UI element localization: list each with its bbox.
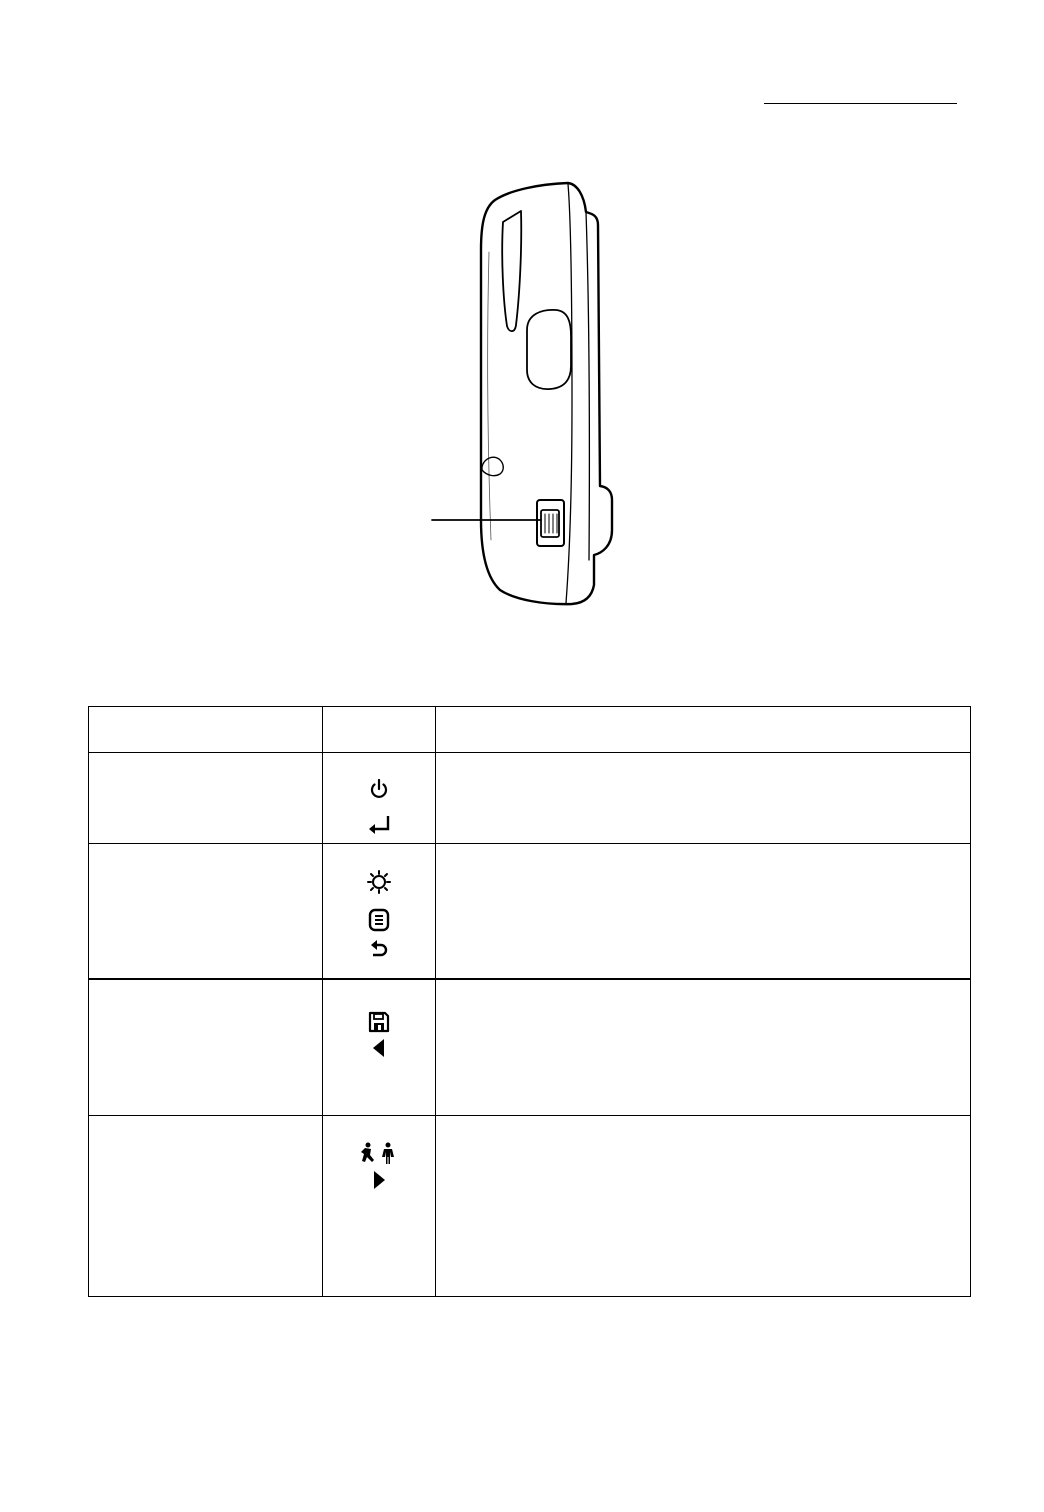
- header-rule: [764, 103, 957, 104]
- right-arrow-icon: [367, 1168, 391, 1192]
- device-button-oval: [527, 310, 571, 389]
- enter-icon: [367, 813, 391, 837]
- button-name-cell: [89, 753, 323, 844]
- device-slot: [502, 211, 521, 331]
- back-icon: [367, 936, 391, 960]
- left-arrow-icon: [367, 1036, 391, 1060]
- brightness-icon: [367, 870, 391, 894]
- button-name-cell: [89, 1116, 323, 1297]
- table-row: [89, 753, 971, 844]
- description-cell: [436, 979, 971, 1116]
- description-cell: [436, 1116, 971, 1297]
- table-row: [89, 979, 971, 1116]
- column-header: [89, 707, 323, 753]
- device-side-view: [420, 175, 630, 615]
- menu-icon: [367, 908, 391, 932]
- table-row: [89, 1116, 971, 1297]
- icon-cell: [323, 753, 436, 844]
- device-nub: [482, 457, 503, 475]
- icon-cell: [323, 844, 436, 980]
- device-inner-line: [488, 252, 491, 540]
- description-cell: [436, 844, 971, 980]
- device-rear-shell: [586, 212, 589, 560]
- device-body-outline: [481, 183, 612, 604]
- button-name-cell: [89, 979, 323, 1116]
- device-back-edge: [566, 184, 572, 603]
- description-cell: [436, 753, 971, 844]
- icon-cell: [323, 979, 436, 1116]
- save-icon: [367, 1010, 391, 1034]
- table-row: [89, 844, 971, 980]
- table-header-row: [89, 707, 971, 753]
- icon-cell: [323, 1116, 436, 1297]
- column-header: [436, 707, 971, 753]
- power-icon: [367, 777, 391, 801]
- lap-partner-icon: [359, 1142, 401, 1166]
- button-name-cell: [89, 844, 323, 980]
- column-header: [323, 707, 436, 753]
- buttons-table: [88, 706, 971, 1297]
